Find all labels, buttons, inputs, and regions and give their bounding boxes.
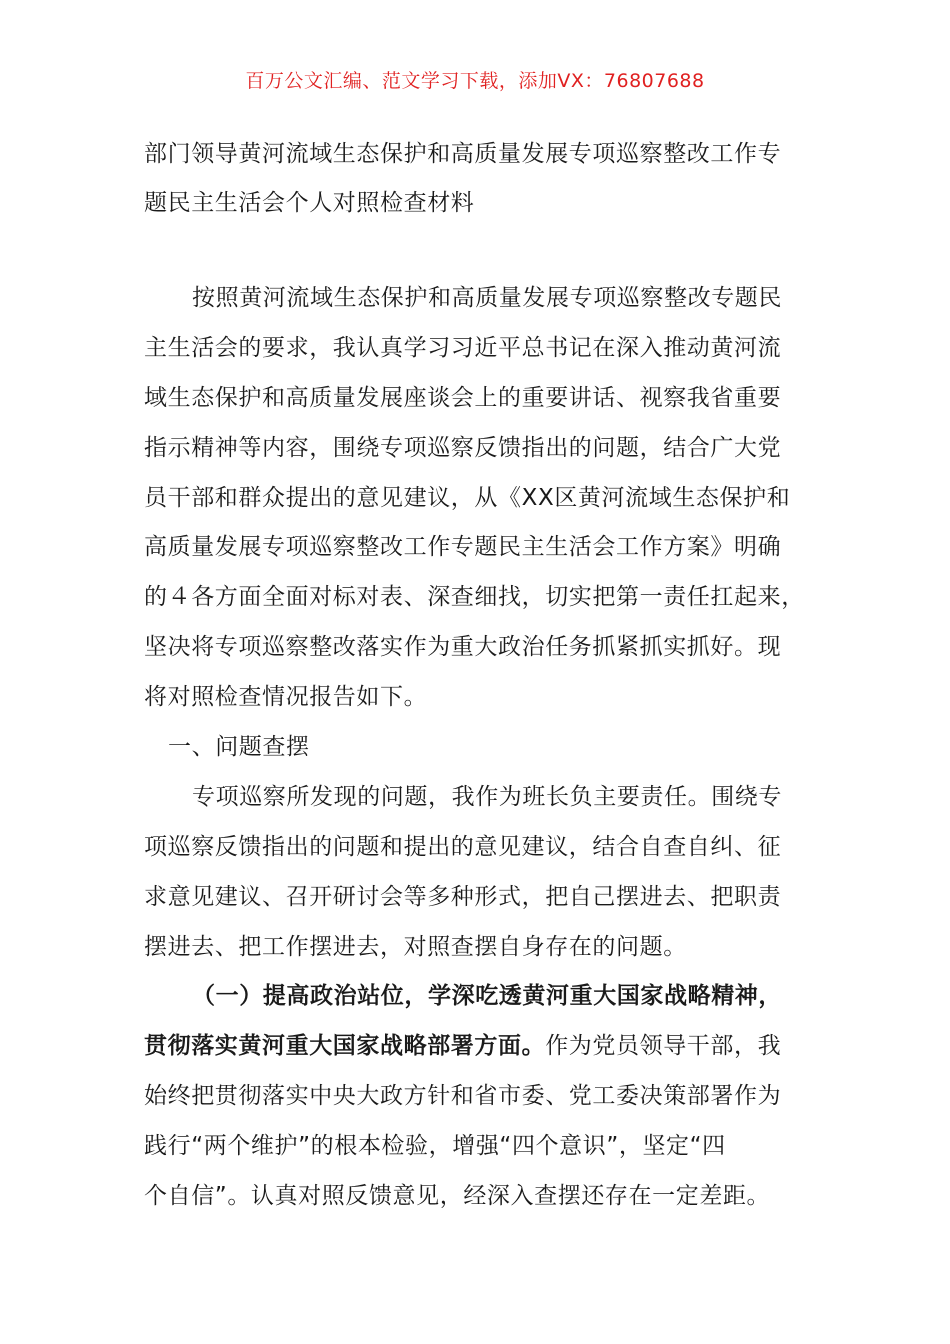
section1-line: 求意见建议、召开研讨会等多种形式，把自己摆进去、把职责 — [144, 883, 782, 910]
section-heading: 一、问题查摆 — [168, 734, 310, 761]
subsection-heading-continued: 贯彻落实黄河重大国家战略部署方面。 — [144, 1033, 546, 1060]
intro-line: 坚决将专项巡察整改落实作为重大政治任务抓紧抓实抓好。现 — [144, 634, 782, 661]
section1-line: 专项巡察所发现的问题，我作为班长负主要责任。围绕专 — [192, 783, 782, 810]
title-line: 部门领导黄河流域生态保护和高质量发展专项巡察整改工作专 — [144, 141, 782, 167]
intro-line: 的４各方面全面对标对表、深查细找，切实把第一责任扛起来， — [144, 584, 805, 611]
subsection-line: 践行“两个维护”的根本检验，增强“四个意识”，坚定“四 — [144, 1133, 726, 1160]
intro-line: 主生活会的要求，我认真学习习近平总书记在深入推动黄河流 — [144, 334, 782, 361]
subsection-line-rest: 作为党员领导干部，我 — [545, 1033, 782, 1060]
section1-line: 摆进去、把工作摆进去，对照查摆自身存在的问题。 — [144, 933, 687, 960]
subsection-heading-line: （一）提高政治站位，学深吃透黄河重大国家战略精神， — [192, 983, 782, 1010]
document-title — [144, 130, 814, 228]
document-body — [144, 274, 834, 1222]
intro-line: 高质量发展专项巡察整改工作专题民主生活会工作方案》明确 — [144, 534, 782, 561]
section1-line: 项巡察反馈指出的问题和提出的意见建议，结合自查自纠、征 — [144, 833, 782, 860]
header-banner-text: 百万公文汇编、范文学习下载，添加VX：76807688 — [245, 70, 705, 92]
intro-line: 员干部和群众提出的意见建议，从《XX区黄河流域生态保护和 — [144, 484, 791, 511]
subsection-line: 始终把贯彻落实中央大政方针和省市委、党工委决策部署作为 — [144, 1083, 782, 1110]
subsection-line — [144, 1022, 834, 1072]
intro-line: 域生态保护和高质量发展座谈会上的重要讲话、视察我省重要 — [144, 384, 782, 411]
header-banner — [0, 66, 950, 96]
intro-line: 按照黄河流域生态保护和高质量发展专项巡察整改专题民 — [192, 285, 782, 311]
title-line: 题民主生活会个人对照检查材料 — [144, 190, 475, 216]
intro-line: 将对照检查情况报告如下。 — [144, 684, 428, 711]
intro-line: 指示精神等内容，围绕专项巡察反馈指出的问题，结合广大党 — [144, 434, 782, 461]
subsection-line: 个自信”。认真对照反馈意见，经深入查摆还存在一定差距。 — [144, 1183, 771, 1210]
